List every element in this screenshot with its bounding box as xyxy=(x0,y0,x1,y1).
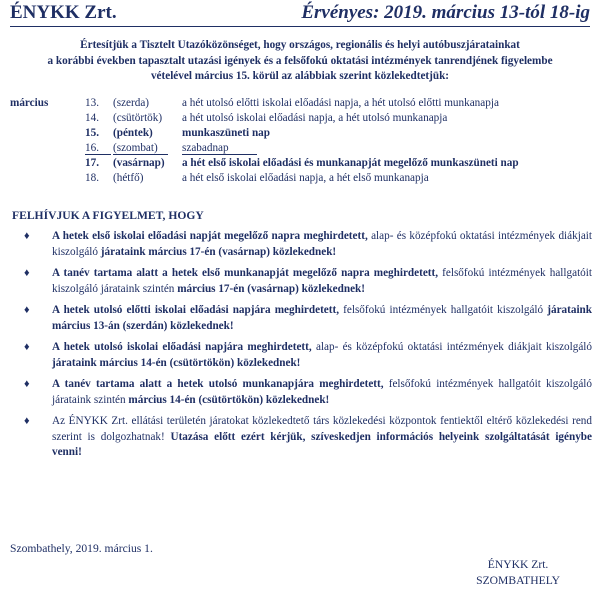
schedule-month: március xyxy=(10,97,49,109)
diamond-bullet-icon: ♦ xyxy=(24,415,30,427)
schedule-weekday: (szombat) xyxy=(113,142,168,155)
list-item xyxy=(22,266,592,297)
company-name: ÉNYKK Zrt. xyxy=(10,2,117,23)
notice-text: alap- és középfokú oktatási intézmények diákjait kiszolgáló xyxy=(52,230,593,258)
schedule-day-number: 13. xyxy=(85,97,99,109)
schedule-weekday: (péntek) xyxy=(113,127,153,139)
notice-text: felsőfokú intézmények hallgatóit kiszolgáló járataink szintén xyxy=(52,378,592,406)
intro-line: a korábbi években tapasztalt utazási igények és a felsőfokú oktatási intézmények tanrendjének figyelembe xyxy=(47,54,553,67)
list-item xyxy=(22,303,592,334)
schedule-weekday: (csütörtök) xyxy=(113,112,163,124)
notice-text-bold: járataink március 17-én (vasárnap) közlekednek! xyxy=(100,245,337,258)
validity-period: Érvényes: 2019. március 13-tól 18-ig xyxy=(301,2,590,23)
schedule-description: munkaszüneti nap xyxy=(182,127,270,139)
issue-date: Szombathely, 2019. március 1. xyxy=(10,542,153,555)
schedule-row xyxy=(10,157,590,172)
list-item xyxy=(22,414,592,461)
intro-line: Értesítjük a Tisztelt Utazóközönséget, hogy országos, regionális és helyi autóbuszjáratainkat xyxy=(80,39,520,51)
schedule-row xyxy=(10,172,590,187)
notice-text: alap- és középfokú oktatási intézmények diákjait kiszolgáló xyxy=(311,341,592,353)
schedule-day-number: 14. xyxy=(85,112,99,124)
schedule-day-number: 15. xyxy=(85,127,99,139)
notice-text-bold: március 14-én (csütörtökön) közlekednek! xyxy=(128,393,330,406)
schedule-weekday: (vasárnap) xyxy=(113,157,165,169)
schedule-description: a hét első iskolai előadási és munkanapját megelőző munkaszüneti nap xyxy=(182,157,519,169)
diamond-bullet-icon: ♦ xyxy=(24,304,30,316)
schedule-day-number: 17. xyxy=(85,157,99,169)
notice-text-bold: A hetek első iskolai előadási napját megelőző napra meghirdetett, xyxy=(52,230,368,242)
schedule-row xyxy=(10,97,590,112)
schedule-description: szabadnap xyxy=(182,142,257,155)
notice-text-bold: járataink március 13-án (szerdán) közlekednek! xyxy=(52,304,592,332)
notice-text: felsőfokú intézmények hallgatóit kiszolgáló xyxy=(339,304,548,316)
notice-text: felsőfokú intézmények hallgatóit kiszolgáló járataink szintén xyxy=(52,267,592,295)
schedule-day-number: 16. xyxy=(85,142,111,155)
diamond-bullet-icon: ♦ xyxy=(24,378,30,390)
schedule-description: a hét utolsó előtti iskolai előadási napja, a hét utolsó előtti munkanapja xyxy=(182,97,499,109)
schedule-description: a hét utolsó iskolai előadási napja, a hét utolsó munkanapja xyxy=(182,112,448,124)
schedule-description: a hét első iskolai előadási napja, a hét első munkanapja xyxy=(182,172,429,184)
intro-line: vételével március 15. körül az alábbiak szerint közlekedtetjük: xyxy=(150,70,450,82)
signature-company: ÉNYKK Zrt. xyxy=(487,558,549,571)
notice-list xyxy=(22,229,592,461)
notice-text-bold: A hetek utolsó előtti iskolai előadási napjára meghirdetett, xyxy=(52,304,340,316)
schedule-row xyxy=(10,112,590,127)
schedule-row xyxy=(10,142,590,157)
notice-text: Az ÉNYKK Zrt. ellátási területén járatokat közlekedtető társ közlekedési központok fentiektől eltérő közlekedési rend szerint is dolgozhatnak! xyxy=(52,415,592,443)
notice-text-bold: járataink március 14-én (csütörtökön) közlekednek! xyxy=(52,356,301,369)
notice-text-bold: A hetek utolsó iskolai előadási napjára meghirdetett, xyxy=(52,341,312,353)
document-header xyxy=(10,2,590,27)
notice-text-bold: A tanév tartama alatt a hetek első munkanapját megelőző napra meghirdetett, xyxy=(52,267,439,279)
list-item xyxy=(22,340,592,371)
schedule-list xyxy=(10,97,590,187)
list-item xyxy=(22,229,592,260)
schedule-weekday: (szerda) xyxy=(113,97,150,109)
schedule-row xyxy=(10,127,590,142)
notice-heading: FELHÍVJUK A FIGYELMET, HOGY xyxy=(12,209,204,222)
notice-text-bold: március 17-én (vasárnap) közlekednek! xyxy=(177,282,366,295)
intro-paragraph xyxy=(20,38,580,85)
schedule-day-number: 18. xyxy=(85,172,99,184)
list-item xyxy=(22,377,592,408)
signature-block xyxy=(476,557,560,589)
notice-text-bold: Utazása előtt ezért kérjük, szíveskedjen információs helyeink szolgáltatását igénybe venni! xyxy=(52,430,592,458)
diamond-bullet-icon: ♦ xyxy=(24,341,30,353)
signature-city: SZOMBATHELY xyxy=(476,574,560,587)
notice-text-bold: A tanév tartama alatt a hetek utolsó munkanapjára meghirdetett, xyxy=(52,378,384,390)
diamond-bullet-icon: ♦ xyxy=(24,267,30,279)
schedule-weekday: (hétfő) xyxy=(113,172,144,184)
diamond-bullet-icon: ♦ xyxy=(24,230,30,242)
